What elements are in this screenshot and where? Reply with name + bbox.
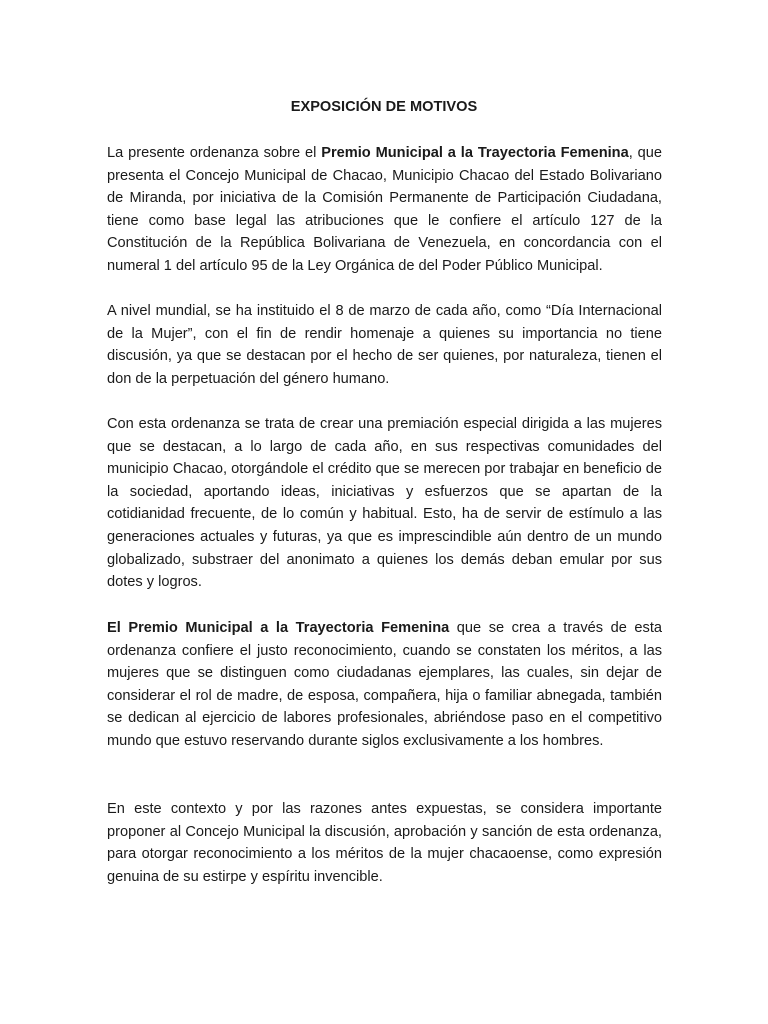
- award-name-bold: El Premio Municipal a la Trayectoria Femenina: [107, 620, 450, 636]
- award-name-bold: Premio Municipal a la Trayectoria Femenina: [321, 145, 629, 161]
- paragraph-award-description: [107, 617, 662, 753]
- paragraph-legal-basis: [107, 142, 662, 278]
- paragraph-1-lead: La presente ordenanza sobre el: [107, 145, 322, 161]
- paragraph-purpose: Con esta ordenanza se trata de crear una premiación especial dirigida a las mujeres que se destacan, a lo largo de cada año, en sus respectivas comunidades del municipio Chacao, otorgándole el crédito que se merecen por trabajar en beneficio de la sociedad, aportando ideas, iniciativas y esfuerzos que se apartan de la cotidianidad frecuente, de lo común y habitual. Esto, ha de servir de estímulo a las generaciones actuales y futuras, ya que es imprescindible aún dentro de un mundo globalizado, substraer del anonimato a quienes los demás deban emular por sus dotes y logros.: [107, 416, 662, 591]
- paragraph-4-rest: que se crea a través de esta ordenanza confiere el justo reconocimiento, cuando se constaten los méritos, a las mujeres que se distinguen como ciudadanas ejemplares, las cuales, sin dejar de considerar el rol de madre, de esposa, compañera, hija o familiar abnegada, también se dedican al ejercicio de labores profesionales, abriéndose paso en el competitivo mundo que estuvo reservando durante siglos exclusivamente a los hombres.: [107, 620, 662, 749]
- paragraph-womens-day: A nivel mundial, se ha instituido el 8 de marzo de cada año, como “Día Internacional de la Mujer”, con el fin de rendir homenaje a quienes su importancia no tiene discusión, ya que se destacan por el hecho de ser quienes, por naturaleza, tienen el don de la perpetuación del género humano.: [107, 303, 662, 387]
- document-title: EXPOSICIÓN DE MOTIVOS: [290, 99, 478, 115]
- paragraph-conclusion: En este contexto y por las razones antes expuestas, se considera importante proponer al Concejo Municipal la discusión, aprobación y sanción de esta ordenanza, para otorgar reconocimiento a los méritos de la mujer chacaoense, como expresión genuina de su estirpe y espíritu invencible.: [107, 801, 662, 885]
- paragraph-1-rest: , que presenta el Concejo Municipal de Chacao, Municipio Chacao del Estado Bolivariano de Miranda, por iniciativa de la Comisión Permanente de Participación Ciudadana, tiene como base legal las atribuciones que le confiere el artículo 127 de la Constitución de la República Bolivariana de Venezuela, en concordancia con el numeral 1 del artículo 95 de la Ley Orgánica de del Poder Público Municipal.: [107, 145, 662, 274]
